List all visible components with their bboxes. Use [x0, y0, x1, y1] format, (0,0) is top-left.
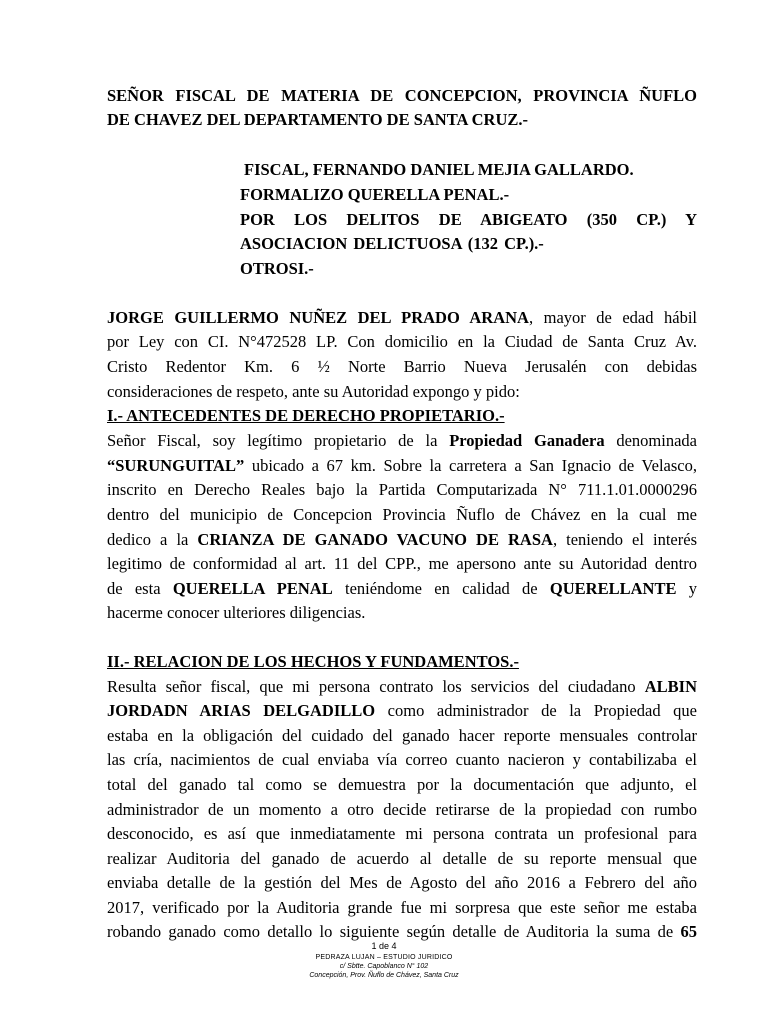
s1-line-6: legitimo de conformidad al art. 11 del CPP., me apersono ante su Autoridad dentro	[107, 554, 697, 573]
s1-line-2	[107, 456, 697, 476]
addressee-line-2: DE CHAVEZ DEL DEPARTAMENTO DE SANTA CRUZ.-	[107, 110, 528, 129]
intro-line-2: por Ley con CI. N°472528 LP. Con domicilio en la Ciudad de Santa Cruz Av.	[107, 332, 697, 351]
s2-line-7: desconocido, es así que inmediatamente mi persona contrata un profesional para	[107, 824, 697, 843]
s1-l2-b: ubicado a 67 km. Sobre la carretera a San Ignacio de Velasco,	[244, 456, 697, 475]
footer-address: c/ Sbtte. Capoblanco N° 102	[339, 963, 429, 970]
administrator-name: JORDADN ARIAS DELGADILLO	[107, 701, 376, 720]
s2-line-9: enviaba detalle de la gestión del Mes de Agosto del año 2016 a Febrero del año	[107, 873, 697, 892]
intro-line-4: consideraciones de respeto, ante su Autoridad expongo y pido:	[107, 382, 520, 401]
s1-line-7	[107, 579, 697, 599]
complainant-name: JORGE GUILLERMO NUÑEZ DEL PRADO ARANA	[107, 308, 529, 327]
footer-city: Concepción, Prov. Ñuflo de Chávez, Santa Cruz	[309, 972, 459, 979]
s2-line-6: administrador de un momento a otro decide retirarse de la propiedad con rumbo	[107, 800, 697, 819]
s2-line-10: 2017, verificado por la Auditoria grande fue mi sorpresa que este señor me estaba	[107, 898, 697, 917]
intro-line-1	[107, 308, 697, 328]
s2-l11-a: robando ganado como detallo lo siguiente según detalle de Auditoria la suma de	[107, 922, 681, 941]
s1-line-4: dentro del municipio de Concepcion Provincia Ñuflo de Chávez en la cual me	[107, 505, 697, 524]
s1-l7-c: teniéndome en calidad de	[332, 579, 550, 598]
s1-l1-c: denominada	[604, 431, 697, 450]
s1-l7-b: QUERELLA PENAL	[172, 579, 333, 598]
s1-line-3: inscrito en Derecho Reales bajo la Partida Computarizada N° 711.1.01.0000296	[107, 480, 697, 499]
intro-line-1-rest: , mayor de edad hábil	[528, 308, 697, 327]
s2-line-3: estaba en la obligación del cuidado del ganado hacer reporte mensuales controlar	[107, 726, 697, 745]
summary-otrosi: OTROSI.-	[240, 259, 314, 278]
summary-delitos-2: ASOCIACION DELICTUOSA (132 CP.).-	[240, 234, 544, 253]
s2-l2-b: como administrador de la Propiedad que	[375, 701, 697, 720]
s1-l7-a: de esta	[107, 579, 173, 598]
footer-firm: PEDRAZA LUJAN – ESTUDIO JURIDICO	[315, 954, 453, 961]
s2-l1-a: Resulta señor fiscal, que mi persona contrato los servicios del ciudadano	[107, 677, 645, 696]
s2-line-1	[107, 677, 697, 697]
page-number: 1 de 4	[371, 941, 397, 951]
section-1-heading: I.- ANTECEDENTES DE DERECHO PROPIETARIO.-	[107, 406, 505, 425]
s2-line-11	[107, 922, 697, 942]
s1-l7-e: y	[676, 579, 697, 598]
intro-line-3: Cristo Redentor Km. 6 ½ Norte Barrio Nueva Jerusalén con debidas	[107, 357, 697, 376]
s1-l5-b: CRIANZA DE GANADO VACUNO DE RASA	[197, 530, 553, 549]
s1-line-8: hacerme conocer ulteriores diligencias.	[107, 603, 366, 622]
summary-formalizo: FORMALIZO QUERELLA PENAL.-	[240, 185, 510, 204]
s2-line-5: total del ganado tal como se demuestra por la documentación que adjunto, el	[107, 775, 697, 794]
summary-delitos-1: POR LOS DELITOS DE ABIGEATO (350 CP.) Y	[240, 210, 697, 229]
s1-l7-d: QUERELLANTE	[549, 579, 677, 598]
s2-line-2	[107, 701, 697, 721]
s1-l5-a: dedico a la	[107, 530, 198, 549]
s1-l1-b: Propiedad Ganadera	[449, 431, 605, 450]
s2-line-4: las cría, nacimientos de cual enviaba vía correo cuanto nacieron y contabilizaba el	[107, 750, 697, 769]
s2-l1-b: ALBIN	[644, 677, 697, 696]
summary-fiscal: FISCAL, FERNANDO DANIEL MEJIA GALLARDO.	[244, 160, 634, 179]
s1-line-1	[107, 431, 697, 451]
s2-line-8: realizar Auditoria del ganado de acuerdo al detalle de su reporte mensual que	[107, 849, 697, 868]
s1-l5-c: , teniendo el interés	[552, 530, 697, 549]
addressee-line-1: SEÑOR FISCAL DE MATERIA DE CONCEPCION, PROVINCIA ÑUFLO	[107, 86, 697, 105]
s1-line-5	[107, 530, 697, 550]
s2-l11-b: 65	[680, 922, 697, 941]
s1-l1-a: Señor Fiscal, soy legítimo propietario de la	[107, 431, 450, 450]
section-2-heading: II.- RELACION DE LOS HECHOS Y FUNDAMENTOS.-	[107, 652, 519, 671]
property-name: “SURUNGUITAL”	[107, 456, 245, 475]
